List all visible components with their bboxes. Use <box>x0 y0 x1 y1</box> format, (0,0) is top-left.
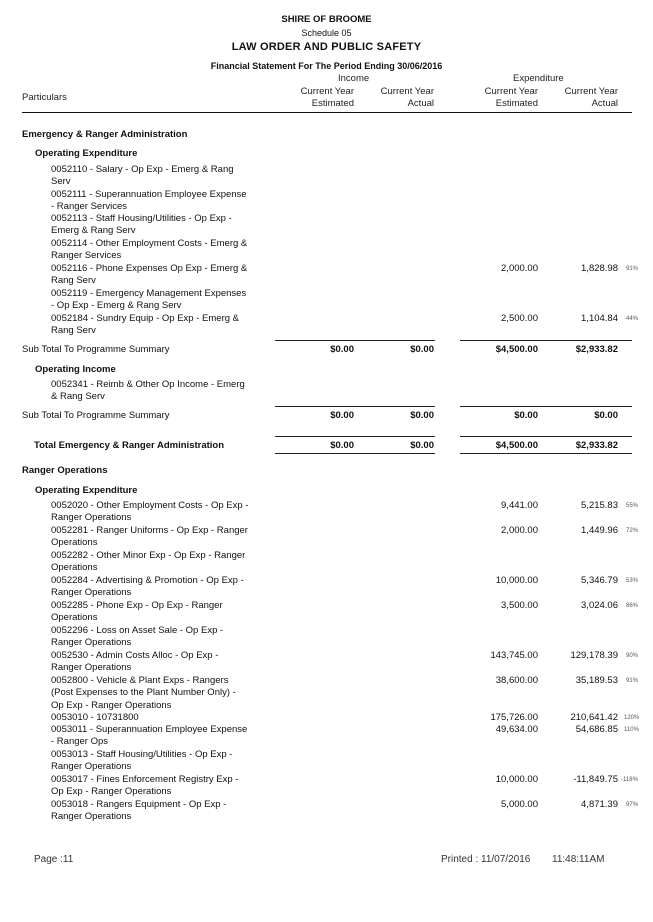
exp-act-value: -11,849.75 <box>573 774 618 785</box>
subtotal-inc-est: $0.00 <box>330 344 354 355</box>
printed-date: Printed : 11/07/2016 <box>441 854 531 865</box>
section-title-emergency: Emergency & Ranger Administration <box>22 129 188 140</box>
inc-act-header-1: Current Year <box>380 86 434 97</box>
exp-act-value: 4,871.39 <box>581 799 618 810</box>
exp-act-value: 5,215.83 <box>581 500 618 511</box>
exp-est-value: 10,000.00 <box>495 575 538 586</box>
total-inc-est: $0.00 <box>330 440 354 451</box>
subtotal-exp-act: $2,933.82 <box>575 344 618 355</box>
schedule-label: Schedule 05 <box>301 28 352 38</box>
exp-est-header-1: Current Year <box>484 86 538 97</box>
list-item: 0052530 - Admin Costs Alloc - Op Exp - Ranger Operations <box>51 650 219 674</box>
total-inc-act: $0.00 <box>410 440 434 451</box>
pct-value: 53% <box>626 578 639 584</box>
subsection-title-opex: Operating Expenditure <box>35 148 138 159</box>
header-rule <box>22 112 632 113</box>
exp-est-value: 5,000.00 <box>501 799 538 810</box>
subsection-title-opex: Operating Expenditure <box>35 485 138 496</box>
exp-est-header-2: Estimated <box>495 98 538 109</box>
list-item: 0053017 - Fines Enforcement Registry Exp - Op Exp - Ranger Operations <box>51 774 239 798</box>
exp-est-value: 2,000.00 <box>501 525 538 536</box>
list-item: 0052116 - Phone Expenses Op Exp - Emerg & Rang Serv <box>51 263 248 287</box>
pct-value: 86% <box>626 603 639 609</box>
exp-est-value: 49,634.00 <box>495 724 538 735</box>
list-item: 0053011 - Superannuation Employee Expense - Ranger Ops <box>51 724 248 748</box>
subtotal-inc-act: $0.00 <box>410 410 434 421</box>
exp-act-header-2: Actual <box>591 98 618 109</box>
list-item: 0052282 - Other Minor Exp - Op Exp - Ranger Operations <box>51 550 246 574</box>
inc-est-header-2: Estimated <box>311 98 354 109</box>
total-underline-expenditure <box>460 453 632 454</box>
subtotal-rule-income <box>275 406 435 407</box>
exp-act-value: 1,828.98 <box>581 263 618 274</box>
pct-value: 91% <box>626 266 639 272</box>
list-item: 0052110 - Salary - Op Exp - Emerg & Rang Serv <box>51 164 234 188</box>
list-item: 0053013 - Staff Housing/Utilities - Op Exp - Ranger Operations <box>51 749 233 773</box>
list-item: 0052020 - Other Employment Costs - Op Exp - Ranger Operations <box>51 500 249 524</box>
printed-time: 11:48:11AM <box>552 854 605 865</box>
pct-value: 97% <box>626 802 639 808</box>
exp-act-value: 35,189.53 <box>575 675 618 686</box>
total-rule-expenditure <box>460 436 632 437</box>
exp-act-value: 3,024.06 <box>581 600 618 611</box>
exp-act-value: 54,686.85 <box>575 724 618 735</box>
pct-value: 44% <box>626 316 639 322</box>
exp-act-value: 129,178.39 <box>570 650 618 661</box>
list-item: 0052285 - Phone Exp - Op Exp - Ranger Operations <box>51 600 223 624</box>
total-underline-income <box>275 453 435 454</box>
page-subtitle: Financial Statement For The Period Ending 30/06/2016 <box>210 61 443 71</box>
list-item: 0052111 - Superannuation Employee Expense - Ranger Services <box>51 189 247 213</box>
subtotal-exp-est: $4,500.00 <box>495 344 538 355</box>
list-item: 0052184 - Sundry Equip - Op Exp - Emerg & Rang Serv <box>51 313 239 337</box>
inc-act-header-2: Actual <box>407 98 434 109</box>
pct-value: 90% <box>626 653 639 659</box>
page-number: Page :11 <box>34 854 74 865</box>
list-item: 0053010 - 10731800 <box>51 712 139 723</box>
total-rule-income <box>275 436 435 437</box>
list-item: 0052281 - Ranger Uniforms - Op Exp - Ranger Operations <box>51 525 248 549</box>
list-item: 0052341 - Reimb & Other Op Income - Emerg & Rang Serv <box>51 379 245 403</box>
exp-act-value: 1,449.96 <box>581 525 618 536</box>
list-item: 0052800 - Vehicle & Plant Exps - Rangers (Post Expenses to the Plant Number Only) - Op Exp - Ranger Operations <box>51 675 236 711</box>
exp-est-value: 143,745.00 <box>490 650 538 661</box>
exp-est-value: 38,600.00 <box>495 675 538 686</box>
subtotal-rule-expenditure <box>460 406 632 407</box>
pct-value: 120% <box>624 715 640 721</box>
list-item: 0052113 - Staff Housing/Utilities - Op Exp - Emerg & Rang Serv <box>51 213 232 237</box>
list-item: 0053018 - Rangers Equipment - Op Exp - Ranger Operations <box>51 799 227 823</box>
pct-value: 91% <box>626 678 639 684</box>
org-name: SHIRE OF BROOME <box>281 14 372 25</box>
inc-est-header-1: Current Year <box>300 86 354 97</box>
list-item: 0052114 - Other Employment Costs - Emerg & Ranger Services <box>51 238 248 262</box>
exp-act-value: 210,641.42 <box>570 712 618 723</box>
subtotal-label: Sub Total To Programme Summary <box>22 344 170 355</box>
section-title-ranger: Ranger Operations <box>22 465 108 476</box>
pct-value: 110% <box>624 727 639 733</box>
list-item: 0052284 - Advertising & Promotion - Op Exp - Ranger Operations <box>51 575 244 599</box>
subtotal-exp-est: $0.00 <box>514 410 538 421</box>
total-exp-est: $4,500.00 <box>495 440 538 451</box>
subsection-title-opinc: Operating Income <box>35 364 116 375</box>
exp-est-value: 175,726.00 <box>490 712 538 723</box>
exp-est-value: 10,000.00 <box>495 774 538 785</box>
subtotal-label: Sub Total To Programme Summary <box>22 410 170 421</box>
exp-est-value: 3,500.00 <box>501 600 538 611</box>
exp-act-value: 5,346.79 <box>581 575 618 586</box>
page-title: LAW ORDER AND PUBLIC SAFETY <box>231 41 422 53</box>
pct-value: -118% <box>621 777 638 783</box>
exp-est-value: 9,441.00 <box>501 500 538 511</box>
subtotal-rule-income <box>275 340 435 341</box>
list-item: 0052119 - Emergency Management Expenses - Op Exp - Emerg & Rang Serv <box>51 288 247 312</box>
exp-est-value: 2,500.00 <box>501 313 538 324</box>
expenditure-header: Expenditure <box>513 73 564 84</box>
pct-value: 72% <box>626 528 639 534</box>
particulars-header: Particulars <box>22 92 67 103</box>
total-exp-act: $2,933.82 <box>575 440 618 451</box>
total-label: Total Emergency & Ranger Administration <box>34 440 225 451</box>
list-item: 0052296 - Loss on Asset Sale - Op Exp - Ranger Operations <box>51 625 224 649</box>
income-header: Income <box>338 73 370 84</box>
subtotal-exp-act: $0.00 <box>594 410 618 421</box>
exp-act-header-1: Current Year <box>564 86 618 97</box>
exp-est-value: 2,000.00 <box>501 263 538 274</box>
subtotal-inc-est: $0.00 <box>330 410 354 421</box>
pct-value: 55% <box>626 503 639 509</box>
exp-act-value: 1,104.84 <box>581 313 618 324</box>
subtotal-rule-expenditure <box>460 340 632 341</box>
subtotal-inc-act: $0.00 <box>410 344 434 355</box>
